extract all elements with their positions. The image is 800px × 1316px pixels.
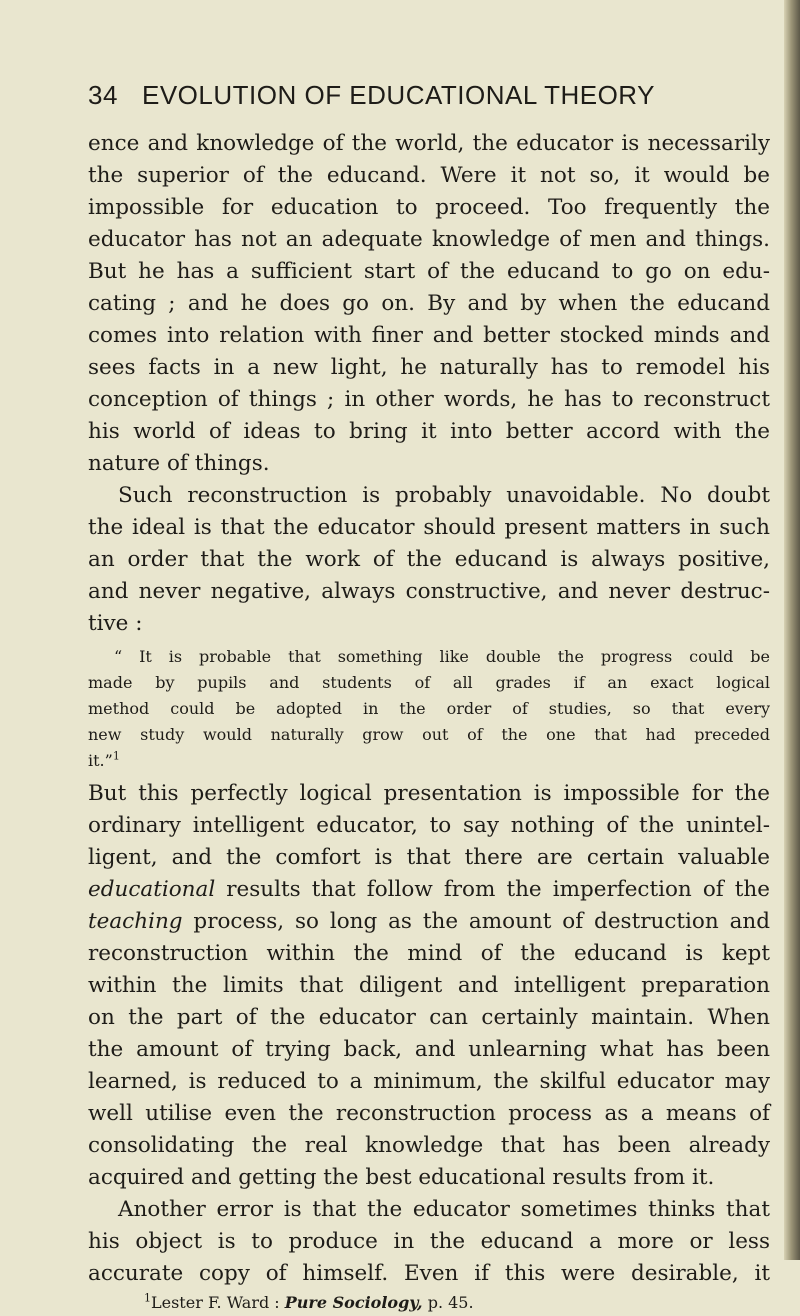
quote-line — [88, 748, 770, 774]
quote-line: new study would naturally grow out of the one that had preceded — [88, 725, 770, 744]
text-line: his object is to produce in the educand a more or less — [88, 1229, 770, 1254]
text-line: cating ; and he does go on. By and by when the educand — [88, 291, 770, 316]
paragraph-1 — [88, 128, 788, 480]
text-line: the amount of trying back, and unlearning what has been — [88, 1037, 770, 1062]
text-line: tive : — [88, 611, 143, 636]
footnote-page: p. 45. — [422, 1293, 474, 1312]
text-line: consolidating the real knowledge that has been already — [88, 1133, 770, 1158]
running-head — [88, 80, 788, 110]
quote-line: “ It is probable that something like double the progress could be — [114, 647, 770, 666]
text-line: accurate copy of himself. Even if this were desirable, it — [88, 1261, 770, 1286]
paragraph-3 — [88, 778, 788, 1194]
page-number: 34 — [88, 80, 118, 110]
text-line: nature of things. — [88, 451, 270, 476]
text-line: learned, is reduced to a minimum, the skilful educator may — [88, 1069, 770, 1094]
text-line: ence and knowledge of the world, the educator is necessarily — [88, 131, 770, 156]
text-line: ordinary intelligent educator, to say nothing of the unintel- — [88, 813, 770, 838]
italic-emphasis: teaching — [88, 909, 183, 934]
text-line: conception of things ; in other words, he has to reconstruct — [88, 387, 770, 412]
text-line: But this perfectly logical presentation is impossible for the — [88, 781, 770, 806]
text-run: results that follow from the imperfection of the — [215, 877, 770, 902]
text-line: But he has a sufficient start of the educand to go on edu- — [88, 259, 770, 284]
footnote-reference: 1 — [112, 749, 120, 763]
text-line: ligent, and the comfort is that there are certain valuable — [88, 845, 770, 870]
text-line: within the limits that diligent and intelligent preparation — [88, 973, 770, 998]
text-line: his world of ideas to bring it into better accord with the — [88, 419, 770, 444]
text-line: sees facts in a new light, he naturally has to remodel his — [88, 355, 770, 380]
text-line: the ideal is that the educator should present matters in such — [88, 515, 770, 540]
quote-line: made by pupils and students of all grades if an exact logical — [88, 673, 770, 692]
text-line — [88, 906, 770, 938]
footnote-author: Lester F. Ward : — [151, 1293, 285, 1312]
text-line — [88, 874, 770, 906]
text-line: on the part of the educator can certainly maintain. When — [88, 1005, 770, 1030]
text-line: reconstruction within the mind of the educand is kept — [88, 941, 770, 966]
text-line: Such reconstruction is probably unavoidable. No doubt — [118, 483, 770, 508]
paragraph-2 — [88, 480, 788, 640]
text-line: an order that the work of the educand is always positive, — [88, 547, 770, 572]
footnote-work-title: Pure Sociology, — [284, 1293, 423, 1312]
italic-emphasis: educational — [88, 877, 216, 902]
text-line: the superior of the educand. Were it not so, it would be — [88, 163, 770, 188]
text-line: Another error is that the educator sometimes thinks that — [118, 1197, 770, 1222]
quote-last-text: it.” — [88, 751, 113, 770]
book-page — [88, 80, 788, 1316]
running-head-title: EVOLUTION OF EDUCATIONAL THEORY — [142, 80, 655, 110]
footnote-marker: 1 — [144, 1291, 151, 1305]
text-line: comes into relation with finer and better stocked minds and — [88, 323, 770, 348]
paragraph-4 — [88, 1194, 788, 1290]
text-line: well utilise even the reconstruction process as a means of — [88, 1101, 770, 1126]
footnote — [88, 1290, 788, 1316]
text-line: and never negative, always constructive, and never destruc- — [88, 579, 770, 604]
block-quote — [88, 644, 788, 774]
text-line: acquired and getting the best educational results from it. — [88, 1165, 715, 1190]
text-line: educator has not an adequate knowledge of men and things. — [88, 227, 770, 252]
text-line: impossible for education to proceed. Too frequently the — [88, 195, 770, 220]
text-run: process, so long as the amount of destruction and — [182, 909, 770, 934]
quote-line: method could be adopted in the order of studies, so that every — [88, 699, 770, 718]
